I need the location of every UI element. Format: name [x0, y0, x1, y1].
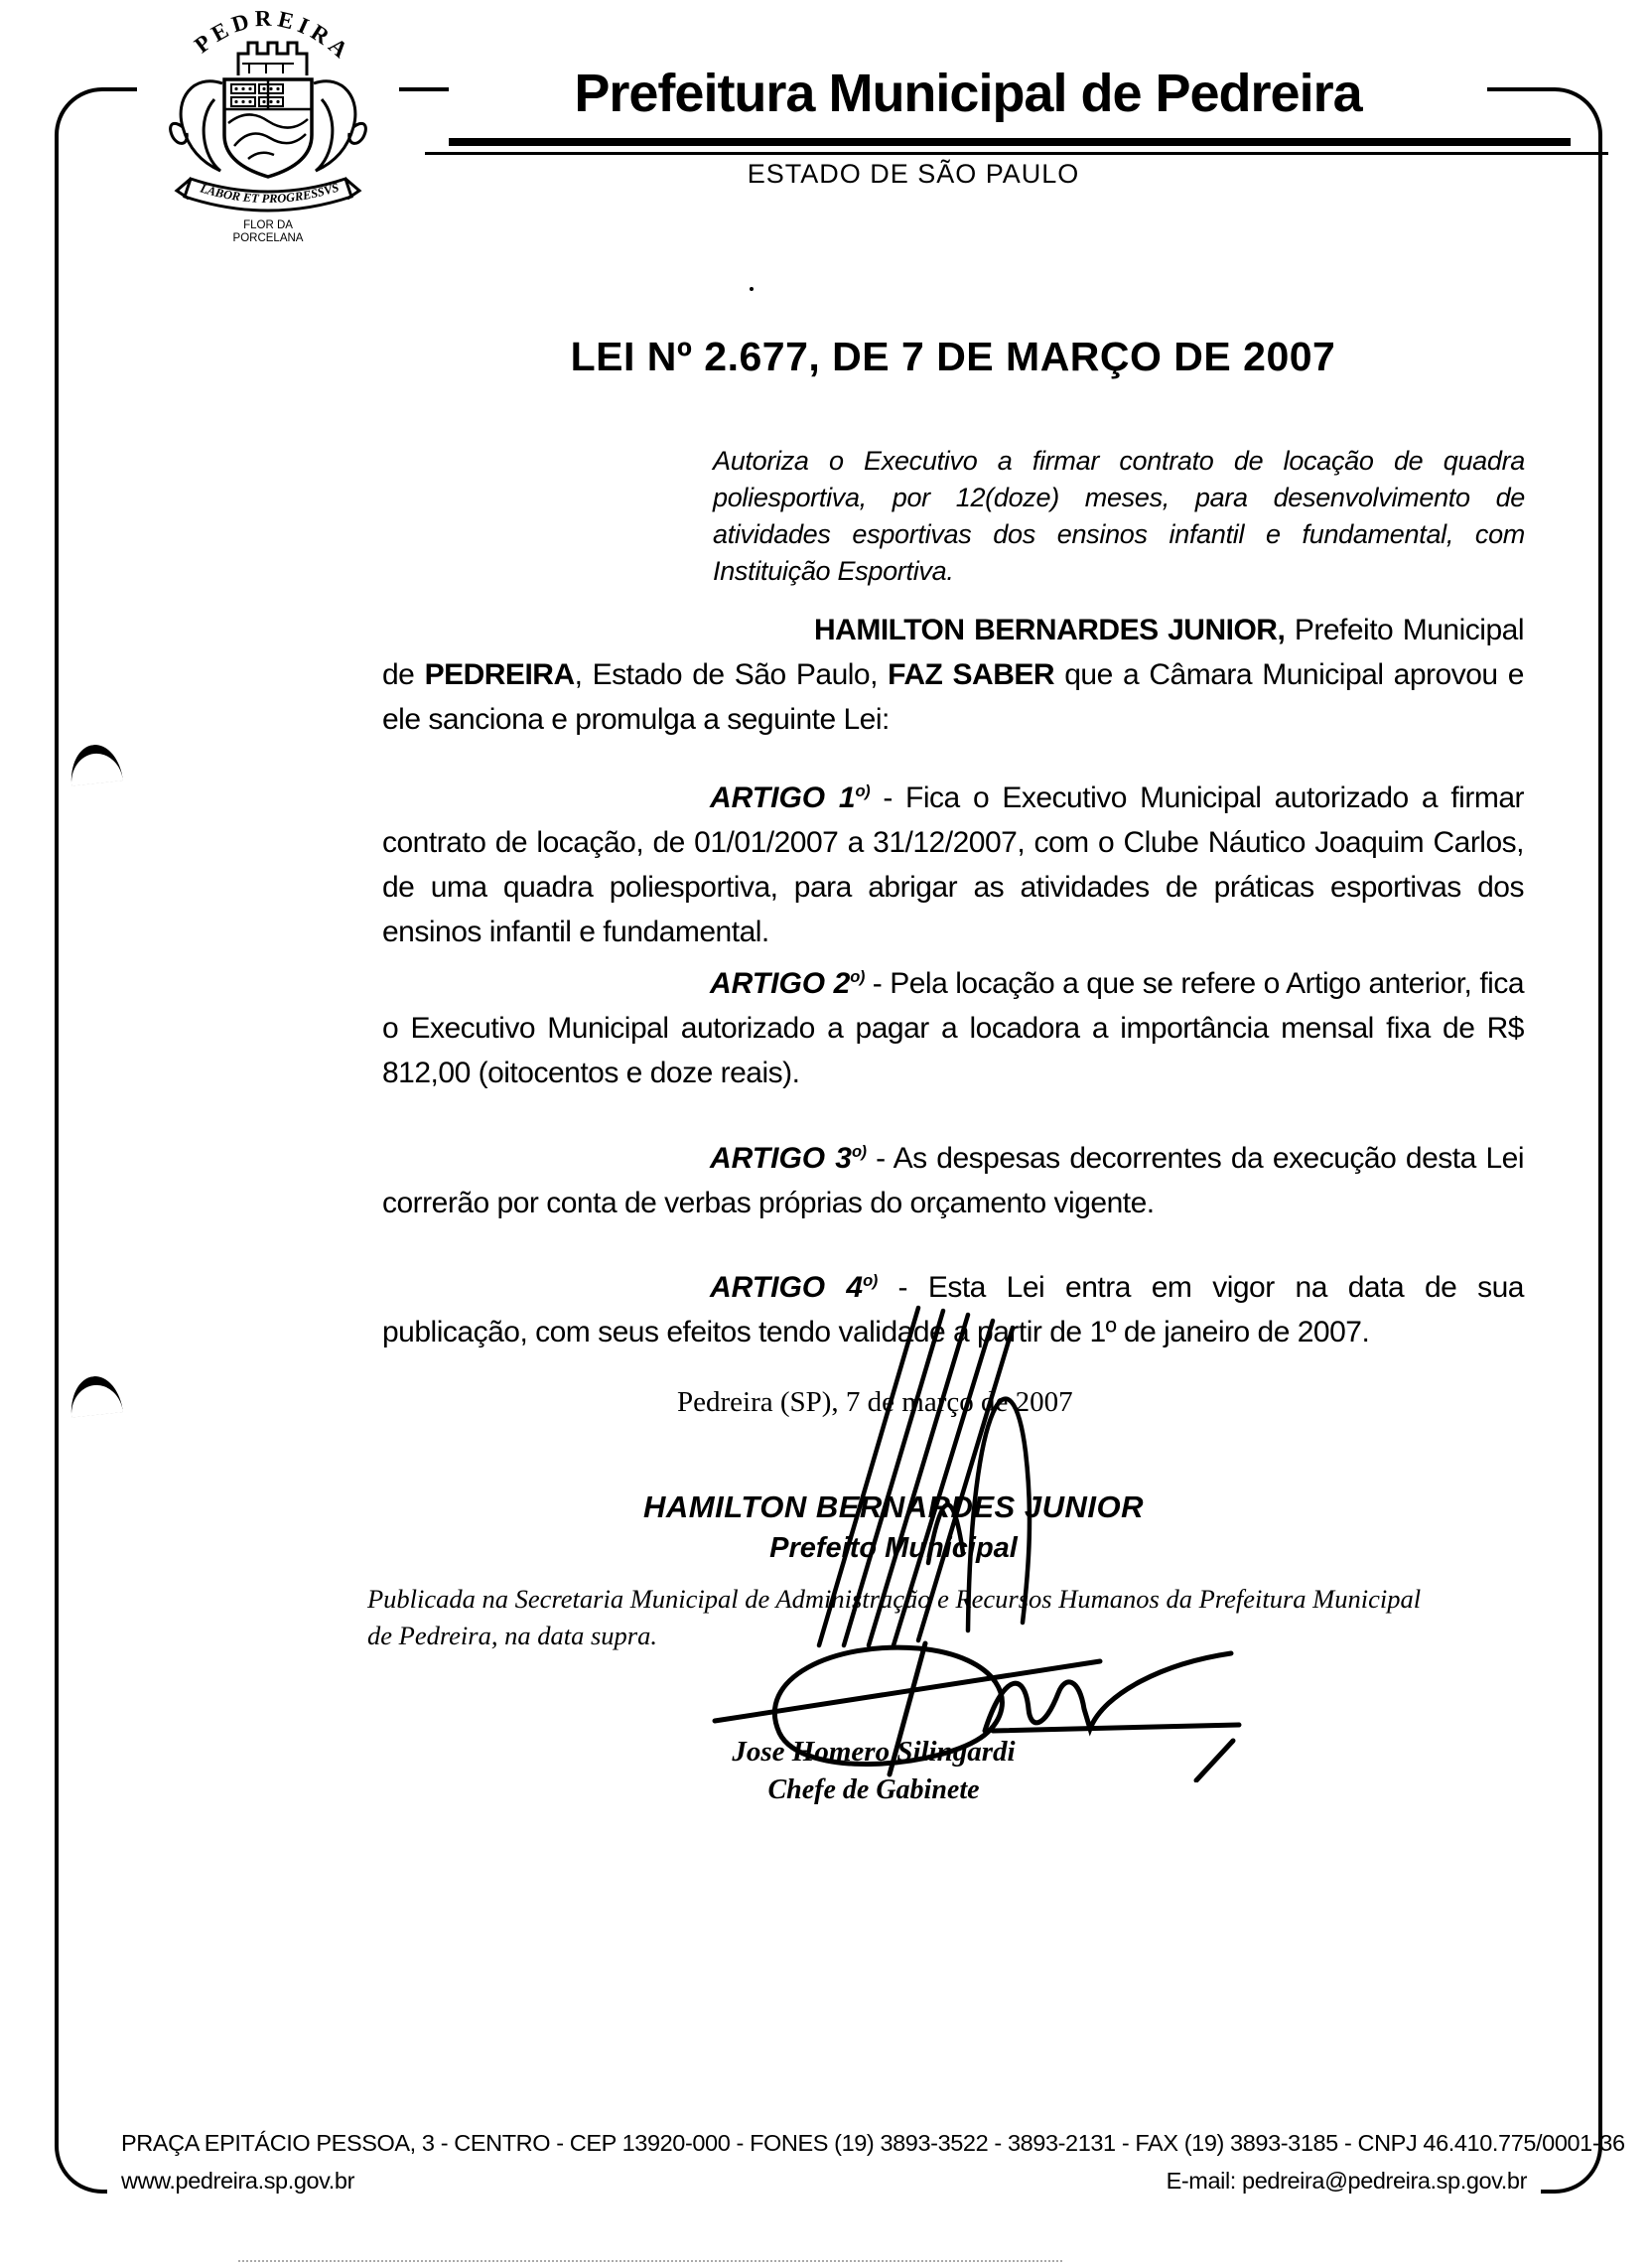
scan-dot: [750, 287, 754, 291]
crest-subtitle-1: FLOR DA: [243, 219, 293, 231]
mayor-title: Prefeito Municipal: [769, 1532, 1018, 1564]
footer-email: E-mail: pedreira@pedreira.sp.gov.br: [1166, 2168, 1527, 2194]
preamble-text-3: que a Câmara Municipal aprovou e ele sanciona e promulga a seguinte Lei:: [382, 658, 1524, 736]
crest-city-name: PEDREIRA: [190, 5, 356, 67]
date-line: Pedreira (SP), 7 de março de 2007: [677, 1386, 1073, 1418]
city-coat-of-arms: [137, 2, 399, 242]
svg-text:PEDREIRA: [190, 6, 356, 66]
article-3-text: - As despesas decorrentes da execução desta Lei correrão por conta de verbas próprias do orçamento vigente.: [382, 1142, 1524, 1219]
article-3-paragraph: [382, 1130, 1524, 1225]
crest-motto: LABOR ET PROGRESSVS: [198, 180, 342, 207]
chief-title: Chefe de Gabinete: [767, 1774, 980, 1805]
mayor-signature-icon: [794, 1303, 1052, 1648]
faz-saber-inline: FAZ SABER: [888, 658, 1055, 691]
header-rule-thin: [425, 152, 1608, 155]
preamble-text-2: , Estado de São Paulo,: [574, 658, 889, 691]
article-2-ordinal: o): [850, 968, 865, 986]
article-3-label: ARTIGO 3: [710, 1142, 852, 1175]
law-summary: Autoriza o Executivo a firmar contrato de locação de quadra poliesportiva, por 12(doze) meses, para desenvolvimento de atividades esportivas dos ensinos infantil e fundamental, com Instituição Esportiva.: [713, 446, 1525, 586]
city-name-inline: PEDREIRA: [424, 658, 575, 691]
article-2-text: - Pela locação a que se refere o Artigo anterior, fica o Executivo Municipal autorizado a pagar a locadora a importância mensal fixa de R$ 812,00 (oitocentos e doze reais).: [382, 967, 1524, 1089]
state-line: ESTADO DE SÃO PAULO: [747, 159, 1080, 189]
chief-signature-icon: [695, 1633, 1251, 1782]
mayor-name-inline: HAMILTON BERNARDES JUNIOR,: [814, 614, 1286, 646]
footer-links: [121, 2168, 1527, 2195]
article-1-label: ARTIGO 1: [710, 781, 856, 814]
chief-name: Jose Homero Silingardi: [732, 1736, 1016, 1768]
article-1-text: - Fica o Executivo Municipal autorizado a firmar contrato de locação, de 01/01/2007 a 31/12/2007, com o Clube Náutico Joaquim Carlos, de uma quadra poliesportiva, para abrigar as atividades de práticas esportivas dos ensinos infantil e fundamental.: [382, 781, 1524, 948]
footer-website: www.pedreira.sp.gov.br: [121, 2168, 355, 2194]
org-title: Prefeitura Municipal de Pedreira: [449, 50, 1487, 137]
scan-artifact-line: [238, 2260, 1062, 2262]
publication-note: Publicada na Secretaria Municipal de Administração e Recursos Humanos da Prefeitura Municipal de Pedreira, na data supra.: [367, 1584, 1422, 1650]
preamble-paragraph: [382, 608, 1524, 742]
article-3-ordinal: o): [851, 1143, 867, 1161]
preamble-text-1: Prefeito Municipal de: [382, 614, 1524, 691]
law-title: LEI Nº 2.677, DE 7 DE MARÇO DE 2007: [570, 334, 1336, 379]
article-1-paragraph: [382, 770, 1524, 954]
crest-subtitle-2: PORCELANA: [232, 232, 304, 242]
header-rule-thick: [449, 138, 1571, 146]
footer: [107, 2118, 1625, 2205]
article-2-paragraph: [382, 955, 1524, 1095]
mayor-name: HAMILTON BERNARDES JUNIOR: [643, 1489, 1144, 1524]
article-4-text: - Esta Lei entra em vigor na data de sua publicação, com seus efeitos tendo validade a partir de 1º de janeiro de 2007.: [382, 1271, 1524, 1348]
article-2-label: ARTIGO 2: [710, 967, 851, 1000]
coat-of-arms-icon: [137, 2, 399, 242]
article-1-ordinal: o): [855, 782, 871, 800]
article-4-label: ARTIGO 4: [710, 1271, 864, 1304]
article-4-ordinal: o): [863, 1272, 878, 1290]
footer-address: PRAÇA EPITÁCIO PESSOA, 3 - CENTRO - CEP 13920-000 - FONES (19) 3893-3522 - 3893-2131 - FAX (19) 3893-3185 - CNPJ 46.410.775/0001-36: [121, 2130, 1625, 2156]
